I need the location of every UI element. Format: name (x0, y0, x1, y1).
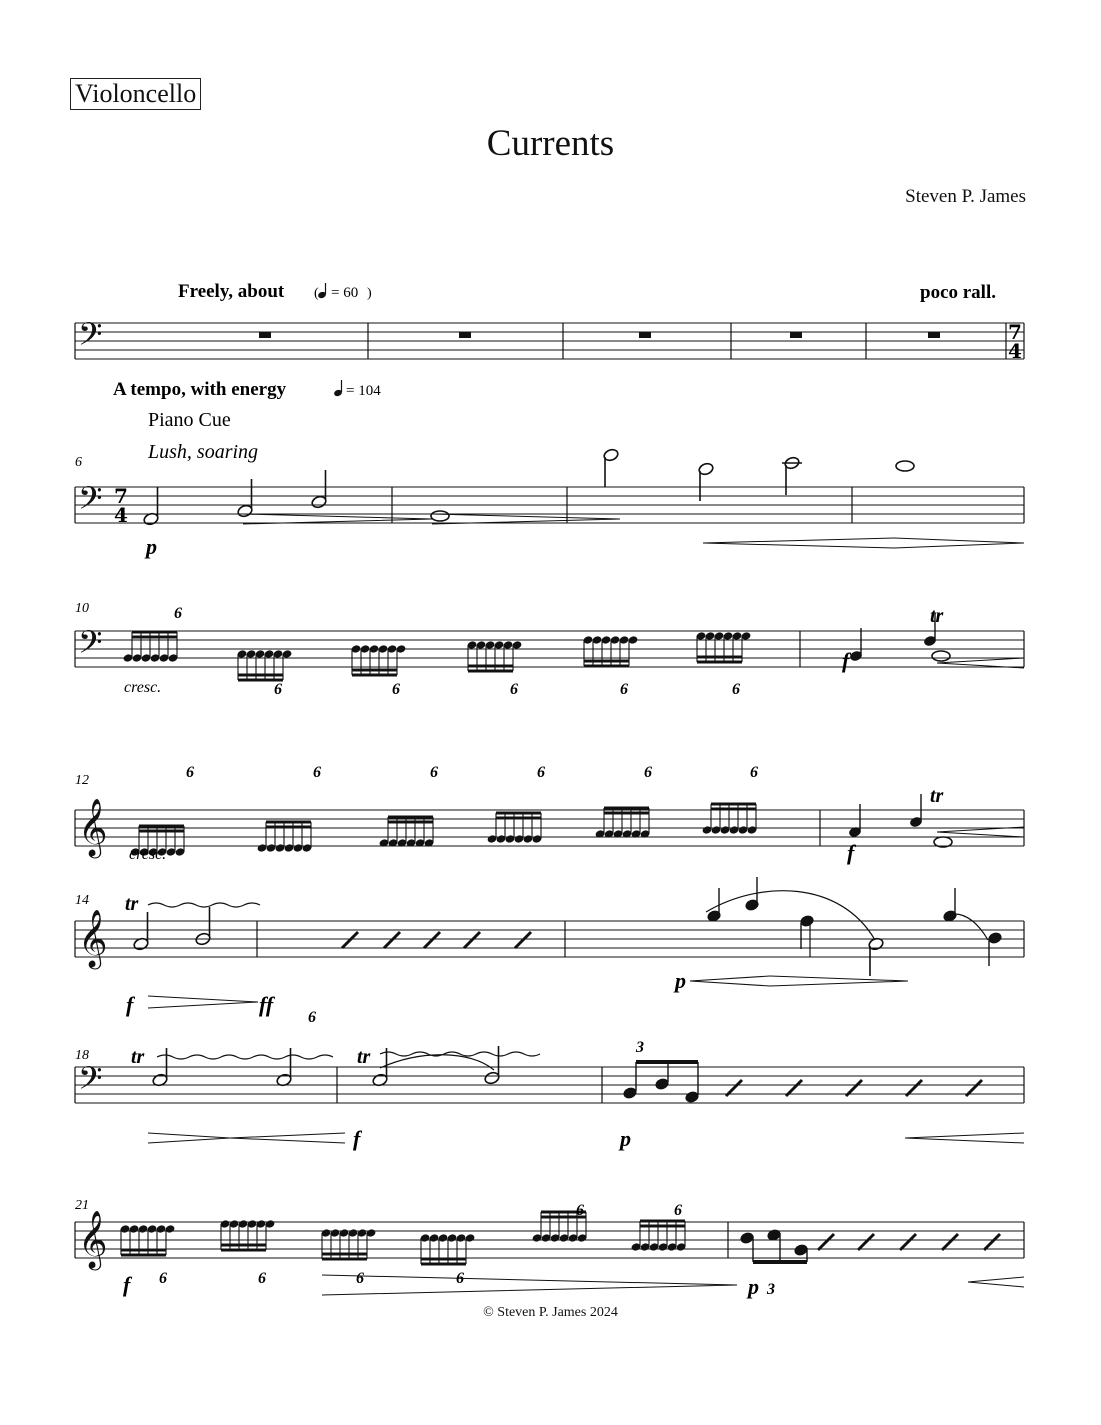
sextuplet-group (696, 631, 752, 662)
svg-text:3: 3 (767, 1281, 775, 1298)
bass-clef-icon: 𝄢 (78, 1060, 103, 1104)
tempo-main-label: A tempo, with energy (113, 379, 287, 400)
treble-clef-icon: 𝄞 (78, 909, 108, 967)
svg-text:6: 6 (620, 681, 628, 698)
svg-text:6: 6 (356, 1270, 364, 1287)
staff-system-6 (75, 1060, 1024, 1104)
character-label: Lush, soaring (148, 441, 259, 463)
trill-mark: tr (131, 1046, 145, 1068)
cue-label: Piano Cue (148, 409, 231, 431)
page-title: Currents (486, 123, 615, 164)
svg-text:6: 6 (510, 681, 518, 698)
bass-clef-icon: 𝄢 (78, 316, 103, 360)
svg-text:6: 6 (537, 764, 545, 781)
svg-text:6: 6 (274, 681, 282, 698)
trill-mark: tr (930, 605, 944, 627)
dynamic-p: p (748, 1274, 759, 1299)
dynamic-p: p (146, 534, 157, 559)
slash-notation-m22 (818, 1234, 1000, 1250)
sextuplet-runs-m10 (123, 631, 752, 680)
hairpins-system-7 (322, 1275, 1024, 1295)
measure-20-notes (623, 1062, 699, 1103)
bass-clef-icon: 𝄢 (78, 480, 103, 524)
svg-text:): ) (367, 286, 372, 301)
hairpins-system-2 (243, 514, 1024, 548)
dynamic-p: p (620, 1126, 631, 1151)
slash-notation-m15 (342, 932, 531, 948)
instrument-label: Violoncello (70, 78, 201, 110)
cresc-text: cresc. (129, 846, 167, 863)
dynamic-p: p (675, 968, 686, 993)
measure-number: 6 (75, 455, 82, 470)
measure-22-notes (740, 1229, 808, 1262)
svg-text:6: 6 (313, 764, 321, 781)
measures-14-17-notes (133, 891, 988, 1008)
sextuplet-group (220, 1219, 276, 1250)
measure-number: 18 (75, 1048, 89, 1063)
svg-text:6: 6 (186, 764, 194, 781)
tempo-main-mark: = 104 (346, 383, 381, 399)
svg-text:6: 6 (674, 1202, 682, 1219)
quarter-note-icon (333, 380, 343, 397)
dynamic-f: f (847, 840, 855, 865)
tempo-intro-mark: = 60 (331, 285, 359, 301)
sextuplet-group (467, 640, 523, 671)
dynamic-ff: ff (259, 992, 274, 1017)
treble-clef-icon: 𝄞 (78, 798, 108, 856)
sextuplet-runs-m21 (120, 1212, 687, 1264)
dynamic-f: f (126, 992, 134, 1017)
svg-text:6: 6 (644, 764, 652, 781)
tempo-intro-label: Freely, about (178, 281, 285, 302)
svg-text:3: 3 (636, 1039, 644, 1056)
trill-mark: tr (930, 785, 944, 807)
svg-text:6: 6 (308, 1009, 316, 1026)
staff-system-2 (75, 480, 1024, 527)
measure-number: 10 (75, 601, 89, 616)
svg-text:6: 6 (430, 764, 438, 781)
svg-text:(: ( (314, 286, 319, 301)
sextuplet-group (237, 649, 293, 680)
cresc-marks (124, 679, 166, 863)
svg-text:6: 6 (732, 681, 740, 698)
time-signature-numerator: 7 (114, 484, 128, 508)
staff-system-4 (75, 798, 1024, 859)
sextuplet-group (321, 1228, 377, 1259)
measure-number: 14 (75, 893, 89, 908)
copyright-notice: © Steven P. James 2024 (483, 1305, 618, 1320)
svg-text:6: 6 (174, 605, 182, 622)
trill-mark: tr (125, 893, 139, 915)
dynamic-f: f (123, 1272, 131, 1297)
sextuplet-group (595, 808, 651, 839)
time-signature-denominator: 4 (1008, 339, 1022, 363)
sextuplet-group (631, 1221, 687, 1252)
svg-text:6: 6 (576, 1202, 584, 1219)
measure-number: 21 (75, 1198, 89, 1213)
cresc-text: cresc. (124, 679, 162, 696)
measure-number: 12 (75, 773, 89, 788)
dynamic-f: f (842, 648, 850, 673)
sextuplet-group (379, 817, 435, 848)
tuplet-numbers (159, 605, 775, 1298)
sextuplet-runs-m12 (130, 804, 758, 857)
trill-mark: tr (357, 1046, 371, 1068)
staff-system-3 (75, 624, 1024, 668)
time-signature-denominator: 4 (114, 503, 128, 527)
svg-text:6: 6 (456, 1270, 464, 1287)
treble-clef-icon: 𝄞 (78, 1210, 108, 1268)
multirest-rests (259, 332, 940, 338)
svg-text:6: 6 (159, 1270, 167, 1287)
composer-name: Steven P. James (905, 186, 1026, 207)
tempo-rall: poco rall. (920, 282, 996, 303)
staff-system-1 (75, 316, 1024, 363)
svg-text:6: 6 (258, 1270, 266, 1287)
svg-text:6: 6 (392, 681, 400, 698)
dynamic-f: f (353, 1126, 361, 1151)
bass-clef-icon: 𝄢 (78, 624, 103, 668)
svg-text:6: 6 (750, 764, 758, 781)
time-signature-numerator: 7 (1008, 320, 1022, 344)
